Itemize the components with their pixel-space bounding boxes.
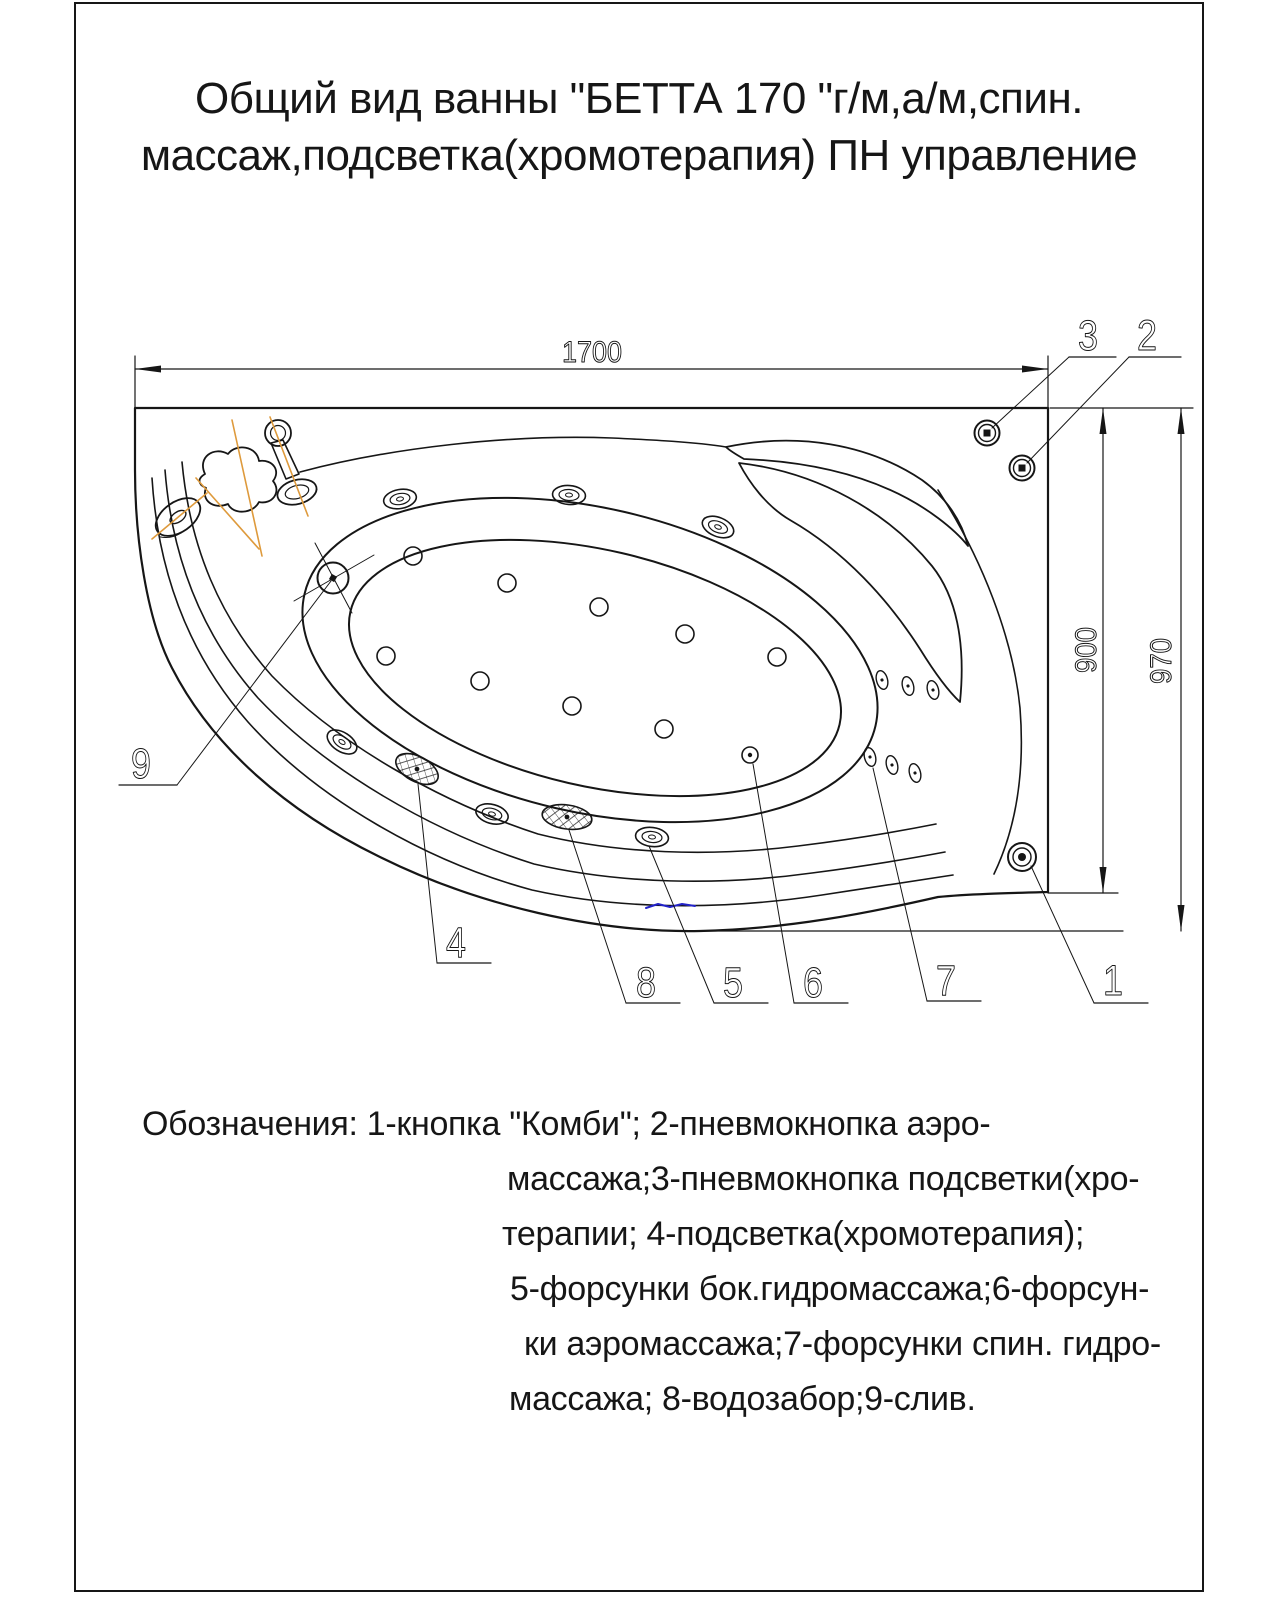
legend-line-4: 5-форсунки бок.гидромассажа;6-форсун- bbox=[510, 1270, 1150, 1308]
hydro-jet bbox=[474, 801, 511, 828]
callout-2-number: 2 bbox=[1137, 312, 1157, 360]
headrest-wing-upper bbox=[726, 441, 968, 546]
callout-6-number: 6 bbox=[803, 959, 823, 1007]
headrest-wing-lower bbox=[739, 463, 962, 702]
callout-3-number: 3 bbox=[1078, 312, 1098, 360]
title-line-1: Общий вид ванны "БЕТТА 170 "г/м,а/м,спин. bbox=[195, 74, 1083, 123]
mixer-handle bbox=[200, 447, 277, 511]
legend-line-1: Обозначения: 1-кнопка "Комби"; 2-пневмокнопка аэро- bbox=[142, 1105, 991, 1143]
callout-1-number: 1 bbox=[1103, 957, 1123, 1005]
callout-9-number: 9 bbox=[131, 740, 151, 788]
callout-5 bbox=[649, 846, 768, 1007]
callout-5-number: 5 bbox=[723, 959, 743, 1007]
hydro-jet bbox=[323, 725, 361, 759]
aero-jet bbox=[590, 598, 608, 616]
spinal-jet bbox=[907, 762, 923, 783]
deck-contour-top bbox=[300, 437, 726, 472]
bathtub-top-view bbox=[135, 408, 1048, 931]
legend-block bbox=[142, 1097, 1161, 1427]
callout-2 bbox=[1027, 312, 1181, 463]
dim-label-970: 970 bbox=[1145, 633, 1178, 684]
bowl-floor-ellipse bbox=[324, 497, 866, 840]
legend-line-5: ки аэромассажа;7-форсунки спин. гидро- bbox=[524, 1325, 1161, 1363]
hydro-jet-callout-5 bbox=[634, 826, 669, 849]
water-intake bbox=[541, 802, 594, 833]
deck-contour-3 bbox=[182, 462, 936, 852]
aero-jet bbox=[563, 697, 581, 715]
callout-8-number: 8 bbox=[636, 959, 656, 1007]
dim-label-1700: 1700 bbox=[562, 336, 622, 369]
aero-jet bbox=[471, 672, 489, 690]
callout-7 bbox=[873, 768, 981, 1005]
dim-label-900: 900 bbox=[1070, 622, 1103, 673]
callouts bbox=[119, 312, 1181, 1007]
drain bbox=[294, 543, 374, 613]
hydro-jets-side bbox=[323, 484, 737, 848]
callout-4-number: 4 bbox=[446, 919, 466, 967]
aero-jets-floor bbox=[377, 547, 786, 763]
aero-jet bbox=[676, 625, 694, 643]
tub-outer-shell bbox=[135, 408, 1048, 931]
aero-jet bbox=[655, 720, 673, 738]
spinal-jet bbox=[874, 669, 890, 690]
aero-jet bbox=[498, 574, 516, 592]
spinal-jet bbox=[925, 679, 941, 700]
aero-jet bbox=[768, 648, 786, 666]
callout-8 bbox=[569, 830, 680, 1007]
deck-contour-right bbox=[938, 490, 1021, 874]
faucet-group bbox=[148, 417, 319, 556]
hydro-jet bbox=[382, 487, 418, 511]
dimensions bbox=[135, 336, 1193, 931]
spinal-jet bbox=[862, 746, 878, 767]
aero-jet-center-dot bbox=[748, 753, 752, 757]
aero-jet bbox=[377, 647, 395, 665]
legend-line-2: массажа;3-пневмокнопка подсветки(хро- bbox=[507, 1160, 1140, 1198]
title-line-2: массаж,подсветка(хромотерапия) ПН управление bbox=[140, 131, 1138, 180]
bowl-rim-ellipse bbox=[270, 446, 909, 874]
callout-7-number: 7 bbox=[936, 957, 956, 1005]
spinal-jet bbox=[884, 754, 900, 775]
legend-line-6: массажа; 8-водозабор;9-слив. bbox=[509, 1380, 976, 1418]
spinal-jet bbox=[900, 675, 916, 696]
legend-line-3: терапии; 4-подсветка(хромотерапия); bbox=[502, 1215, 1085, 1253]
chromotherapy-light bbox=[391, 747, 443, 791]
callout-3 bbox=[992, 312, 1116, 428]
